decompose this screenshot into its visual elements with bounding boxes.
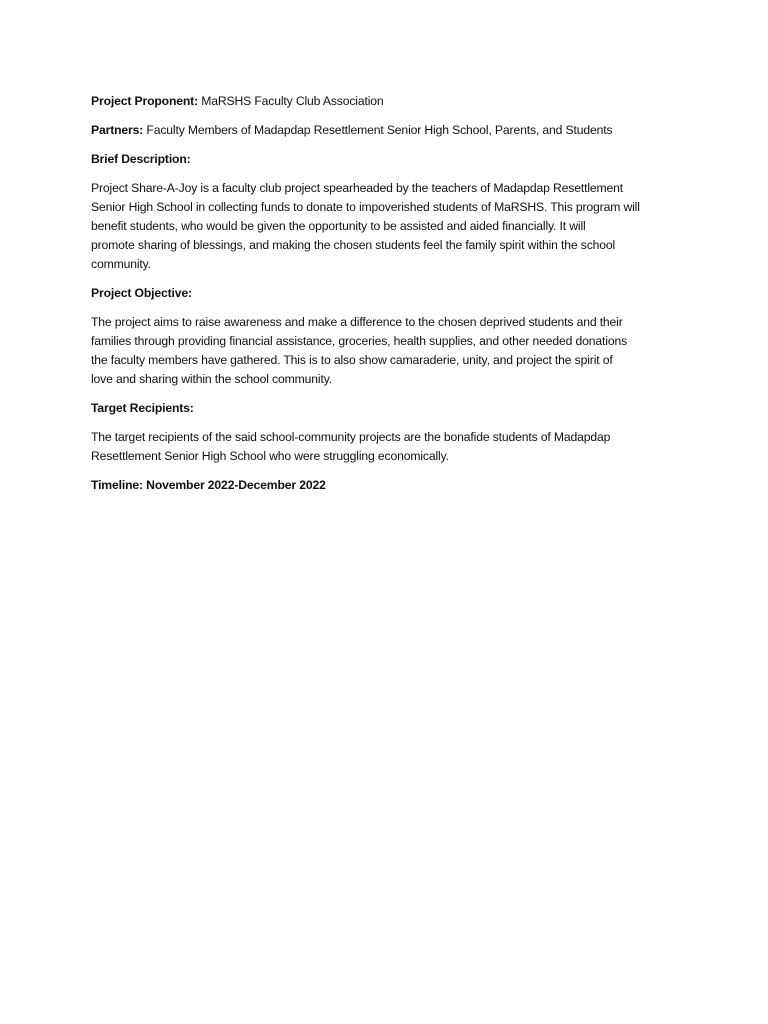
description-heading: Brief Description: xyxy=(91,152,191,166)
recipients-heading: Target Recipients: xyxy=(91,401,194,415)
description-paragraph xyxy=(91,179,681,274)
timeline-line: Timeline: November 2022-December 2022 xyxy=(91,478,326,492)
description-line: Project Share-A-Joy is a faculty club project spearheaded by the teachers of Madapdap Resettlement xyxy=(91,181,624,195)
description-line: Senior High School in collecting funds to donate to impoverished students of MaRSHS. This program will xyxy=(91,200,640,214)
proponent-value: MaRSHS Faculty Club Association xyxy=(198,94,384,108)
partners-label: Partners: xyxy=(91,123,144,137)
recipients-paragraph xyxy=(91,428,681,466)
document-page xyxy=(91,92,681,505)
description-line: promote sharing of blessings, and making the chosen students feel the family spirit within the school xyxy=(91,238,616,252)
partners-value: Faculty Members of Madapdap Resettlement Senior High School, Parents, and Students xyxy=(143,123,613,137)
objective-line: love and sharing within the school community. xyxy=(91,372,332,386)
proponent-line xyxy=(91,92,681,111)
objective-line: The project aims to raise awareness and make a difference to the chosen deprived students and their xyxy=(91,315,623,329)
partners-line xyxy=(91,121,681,140)
recipients-line: The target recipients of the said school-community projects are the bonafide students of Madapdap xyxy=(91,430,611,444)
proponent-label: Project Proponent: xyxy=(91,94,198,108)
description-line: community. xyxy=(91,257,151,271)
objective-paragraph xyxy=(91,313,681,389)
description-line: benefit students, who would be given the opportunity to be assisted and aided financially. It will xyxy=(91,219,586,233)
objective-heading: Project Objective: xyxy=(91,286,192,300)
objective-line: the faculty members have gathered. This is to also show camaraderie, unity, and project the spirit of xyxy=(91,353,613,367)
recipients-line: Resettlement Senior High School who were struggling economically. xyxy=(91,449,449,463)
objective-line: families through providing financial assistance, groceries, health supplies, and other needed donations xyxy=(91,334,628,348)
